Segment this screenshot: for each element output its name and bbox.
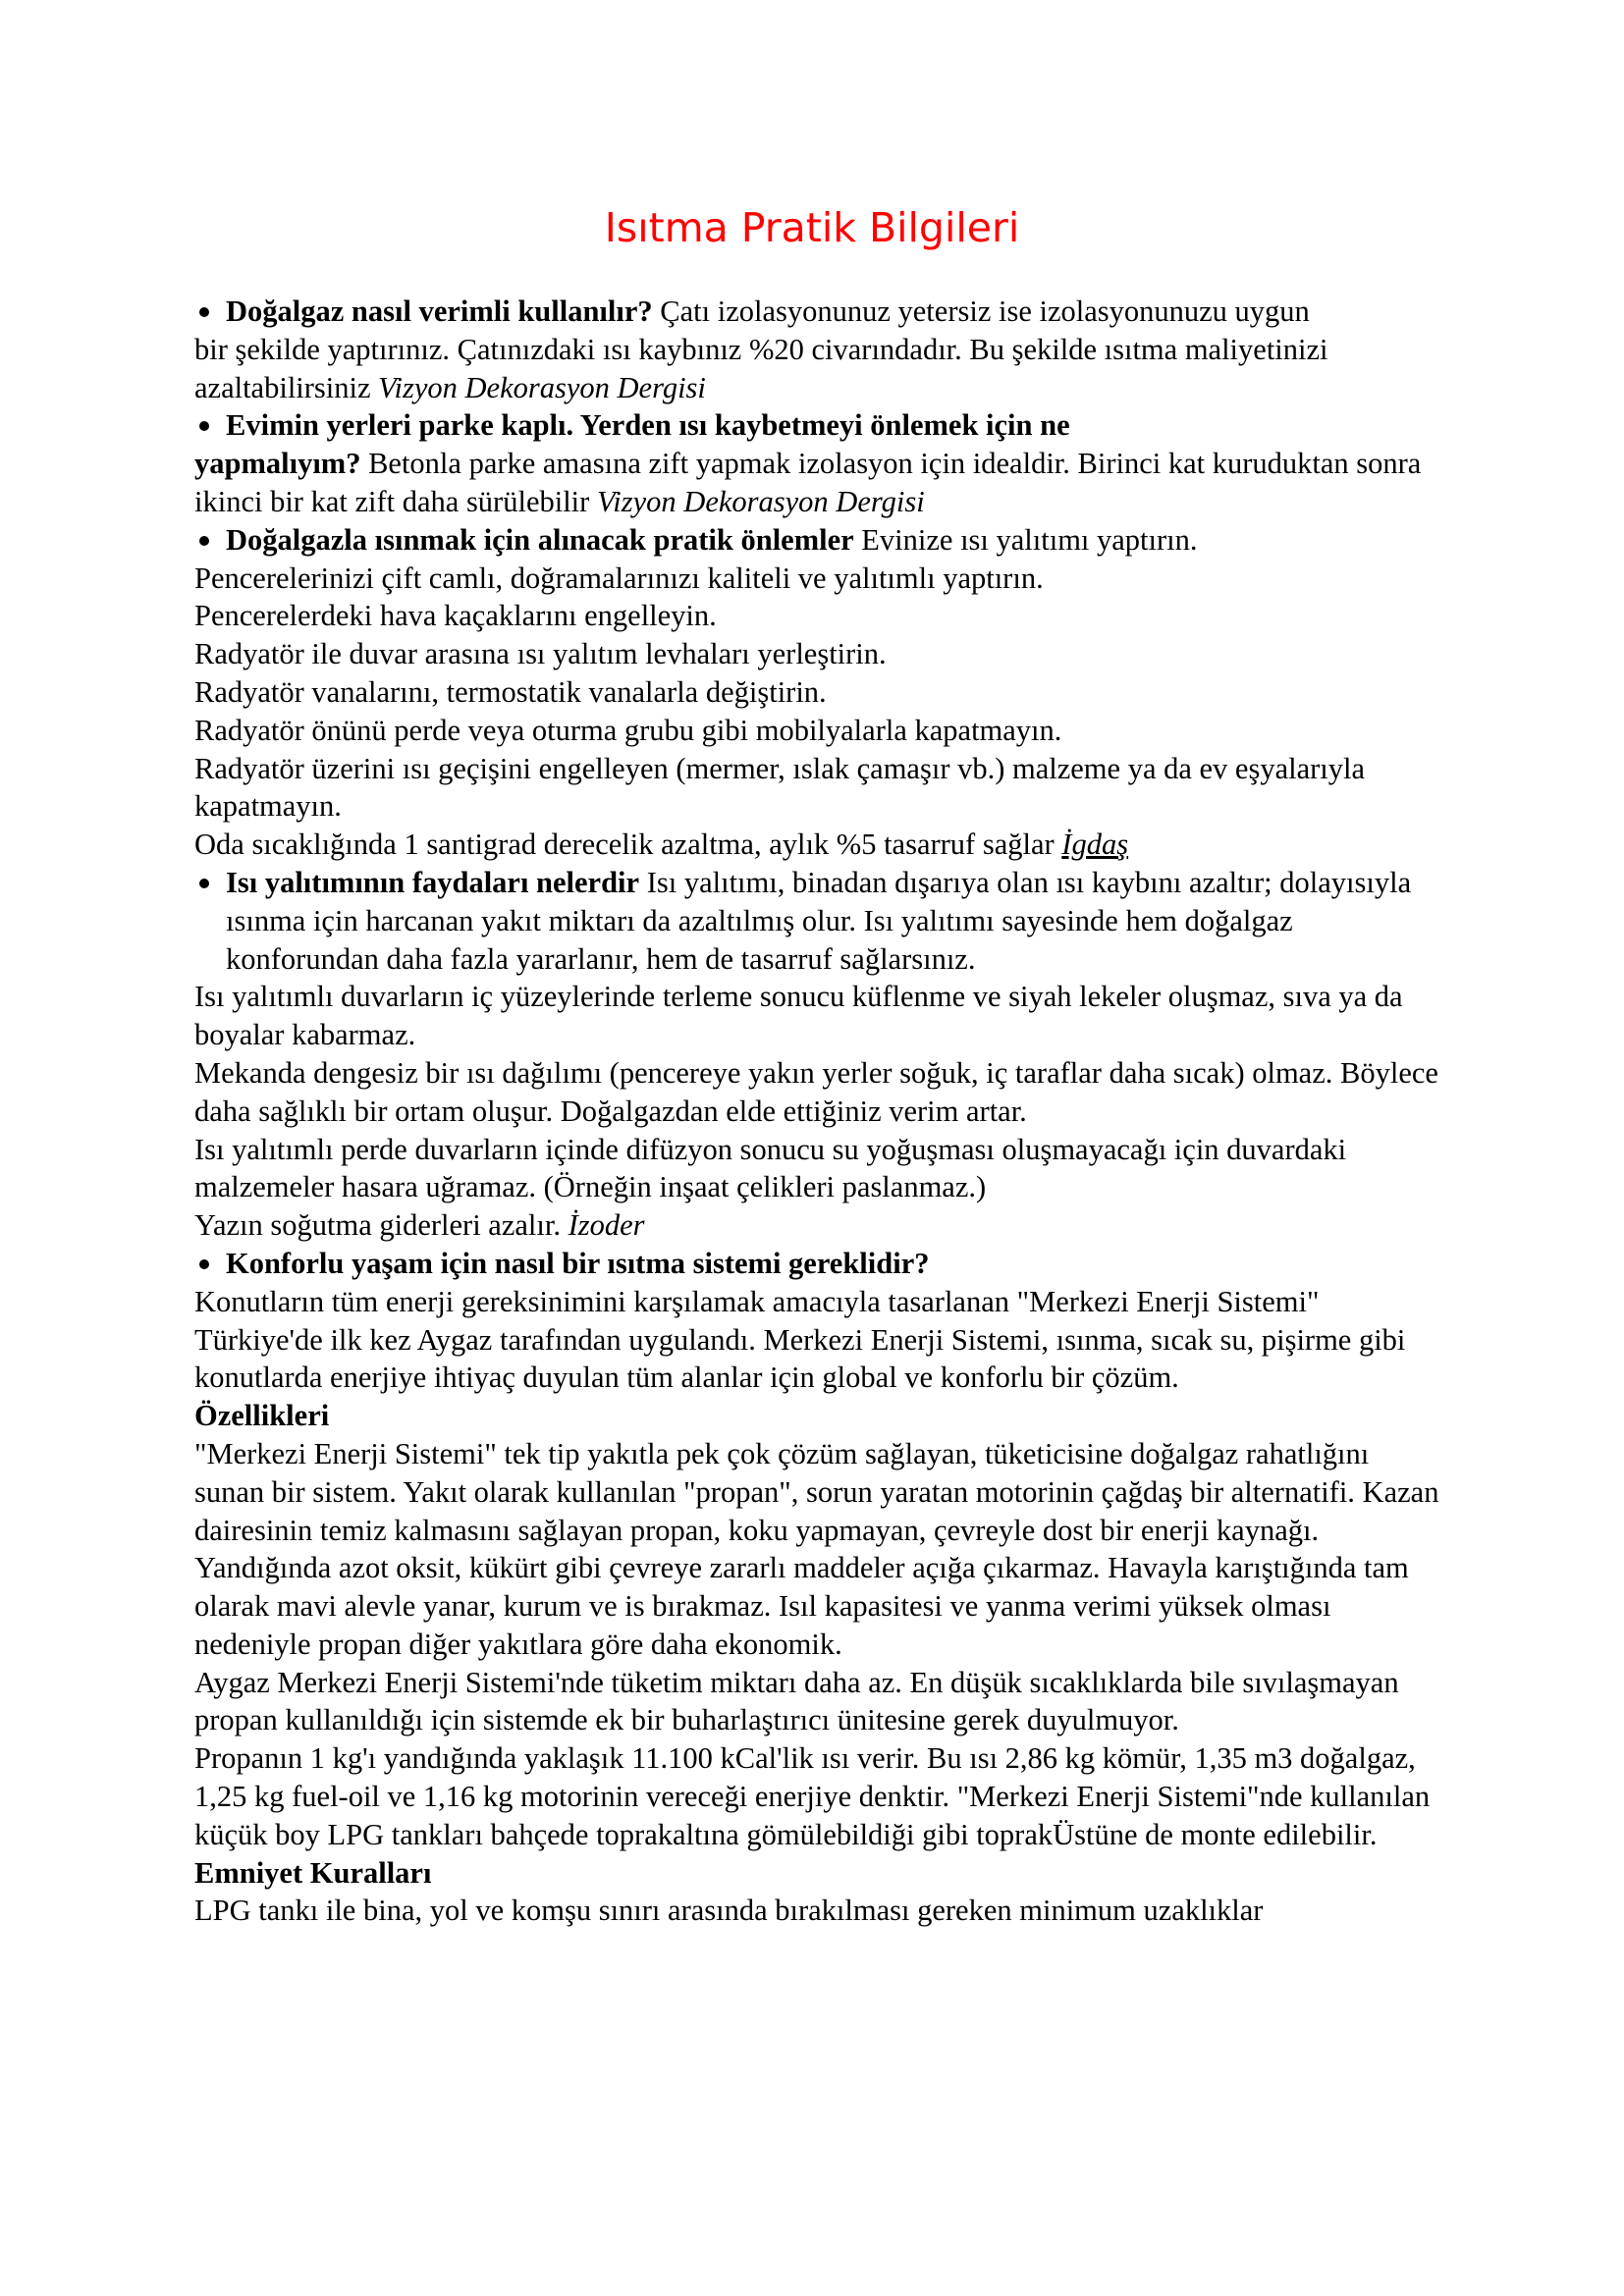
safety-paragraph: LPG tankı ile bina, yol ve komşu sınırı arasında bırakılması gereken minimum uzaklıklar [194, 1894, 1264, 1928]
source-citation: Vizyon Dekorasyon Dergisi [378, 370, 706, 404]
feature-paragraph: "Merkezi Enerji Sistemi" tek tip yakıtla pek çok çözüm sağlayan, tüketicisine doğalgaz rahatlığını sunan bir sistem. Yakıt olarak kullanılan "propan", sorun yaratan motorinin çağdaş bir alternatifi. Kazan dairesinin temiz kalmasını sağlayan propan, koku yapmayan, çevreyle dost bir enerji kaynağı. Yandığında azot oksit, kükürt gibi çevreye zararlı maddeler açığa çıkarmaz. Havayla karıştığında tam olarak mavi alevle yanar, kurum ve is bırakmaz. Isıl kapasitesi ve yanma verimi yüksek olması nedeniyle propan diğer yakıtlara göre daha ekonomik. [194, 1436, 1439, 1661]
tip-line [194, 826, 1441, 864]
subheading-wrapper [194, 1854, 1441, 1893]
safety-heading: Emniyet Kuralları [194, 1855, 432, 1890]
features-heading: Özellikleri [194, 1399, 330, 1433]
benefit-line: Isı yalıtımlı perde duvarların içinde difüzyon sonucu su yoğuşması oluşmayacağı için duvardaki malzemeler hasara uğramaz. (Örneğin inşaat çelikleri paslanmaz.) [194, 1132, 1347, 1204]
feature-paragraph: Aygaz Merkezi Enerji Sistemi'nde tüketim miktarı daha az. En düşük sıcaklıklarda bile sıvılaşmayan propan kullanıldığı için sistemde ek bir buharlaştırıcı ünitesine gerek duyulmuyor. [194, 1665, 1399, 1737]
section-heading: Isı yalıtımının faydaları nelerdir [226, 865, 640, 899]
tip-text: Oda sıcaklığında 1 santigrad derecelik azaltma, aylık %5 tasarruf sağlar [194, 828, 1062, 862]
section-text: Isı yalıtımı, binadan dışarıya olan ısı kaybını azaltır; dolayısıyla ısınma için harcanan yakıt miktarı da azaltılmış olur. Isı yalıtımı sayesinde hem doğalgaz konforundan daha fazla yararlanır, hem de tasarruf sağlarsınız. [226, 865, 1412, 976]
section-heading: Konforlu yaşam için nasıl bir ısıtma sistemi gereklidir? [226, 1246, 930, 1280]
source-citation: İzoder [568, 1208, 645, 1243]
section-paragraph: Konutların tüm enerji gereksinimini karşılamak amacıyla tasarlanan "Merkezi Enerji Sistemi" Türkiye'de ilk kez Aygaz tarafından uygulandı. Merkezi Enerji Sistemi, ısınma, sıcak su, pişirme gibi konutlarda enerjiye ihtiyaç duyulan tüm alanlar için global ve konforlu bir çözüm. [194, 1284, 1406, 1395]
section-konforlu-yasam [194, 1245, 1441, 1283]
section-verimli-kullanim [194, 293, 1441, 331]
tip-line: Pencerelerinizi çift camlı, doğramalarınızı kaliteli ve yalıtımlı yaptırın. [194, 561, 1044, 595]
section-paragraph [194, 445, 1441, 521]
tip-line: Radyatör ile duvar arasına ısı yalıtım levhaları yerleştirin. [194, 637, 887, 671]
section-pratik-onlemler [194, 521, 1441, 560]
section-parke-yalitim [194, 406, 1441, 445]
source-citation: İgdaş [1061, 828, 1129, 862]
bullet-icon [199, 536, 209, 546]
bullet-icon [199, 879, 209, 888]
section-yalitim-faydalari [194, 864, 1441, 978]
bullet-icon [199, 1259, 209, 1269]
section-heading: yapmalıyım? [194, 447, 361, 481]
feature-paragraph: Propanın 1 kg'ı yandığında yaklaşık 11.100 kCal'lik ısı verir. Bu ısı 2,86 kg kömür, 1,35 m3 doğalgaz, 1,25 kg fuel-oil ve 1,16 kg motorinin vereceği enerjiye denktir. "Merkezi Enerji Sistemi"nde kullanılan küçük boy LPG tankları bahçede toprakaltına gömülebildiği gibi toprakÜstüne de monte edilebilir. [194, 1741, 1431, 1851]
section-heading: Evimin yerleri parke kaplı. Yerden ısı kaybetmeyi önlemek için ne [226, 408, 1070, 443]
section-text: Çatı izolasyonunuz yetersiz ise izolasyonunuzu uygun [652, 294, 1310, 328]
benefit-text: Yazın soğutma giderleri azalır. [194, 1208, 568, 1243]
benefit-line [194, 1206, 1441, 1245]
tip-line: Radyatör önünü perde veya oturma grubu gibi mobilyalarla kapatmayın. [194, 713, 1062, 747]
section-text: Betonla parke amasına zift yapmak izolasyon için idealdir. Birinci kat kuruduktan sonra ikinci bir kat zift daha sürülebilir [194, 447, 1422, 518]
benefit-line: Isı yalıtımlı duvarların iç yüzeylerinde terleme sonucu küflenme ve siyah lekeler oluşmaz, sıva ya da boyalar kabarmaz. [194, 980, 1403, 1052]
source-citation: Vizyon Dekorasyon Dergisi [596, 484, 925, 518]
section-paragraph [194, 331, 1441, 407]
page-title: Isıtma Pratik Bilgileri [604, 204, 1020, 251]
tip-line: Radyatör vanalarını, termostatik vanalarla değiştirin. [194, 674, 827, 709]
bullet-icon [199, 421, 209, 431]
section-heading: Doğalgaz nasıl verimli kullanılır? [226, 294, 653, 328]
tip-line: Radyatör üzerini ısı geçişini engelleyen (mermer, ıslak çamaşır vb.) malzeme ya da ev eşyalarıyla kapatmayın. [194, 751, 1366, 824]
tip-line: Pencerelerdeki hava kaçaklarını engelleyin. [194, 599, 717, 633]
section-text: bir şekilde yaptırınız. Çatınızdaki ısı kaybınız %20 civarındadır. Bu şekilde ısıtma maliyetinizi azaltabilirsiniz [194, 332, 1328, 404]
bullet-icon [199, 307, 209, 317]
section-text: Evinize ısı yalıtımı yaptırın. [853, 522, 1198, 557]
subheading-wrapper [194, 1397, 1441, 1435]
benefit-line: Mekanda dengesiz bir ısı dağılımı (pencereye yakın yerler soğuk, iç taraflar daha sıcak) olmaz. Böylece daha sağlıklı bir ortam oluşur. Doğalgazdan elde ettiğiniz verim artar. [194, 1055, 1438, 1128]
document-body [194, 293, 1441, 1930]
section-heading: Doğalgazla ısınmak için alınacak pratik önlemler [226, 522, 854, 557]
